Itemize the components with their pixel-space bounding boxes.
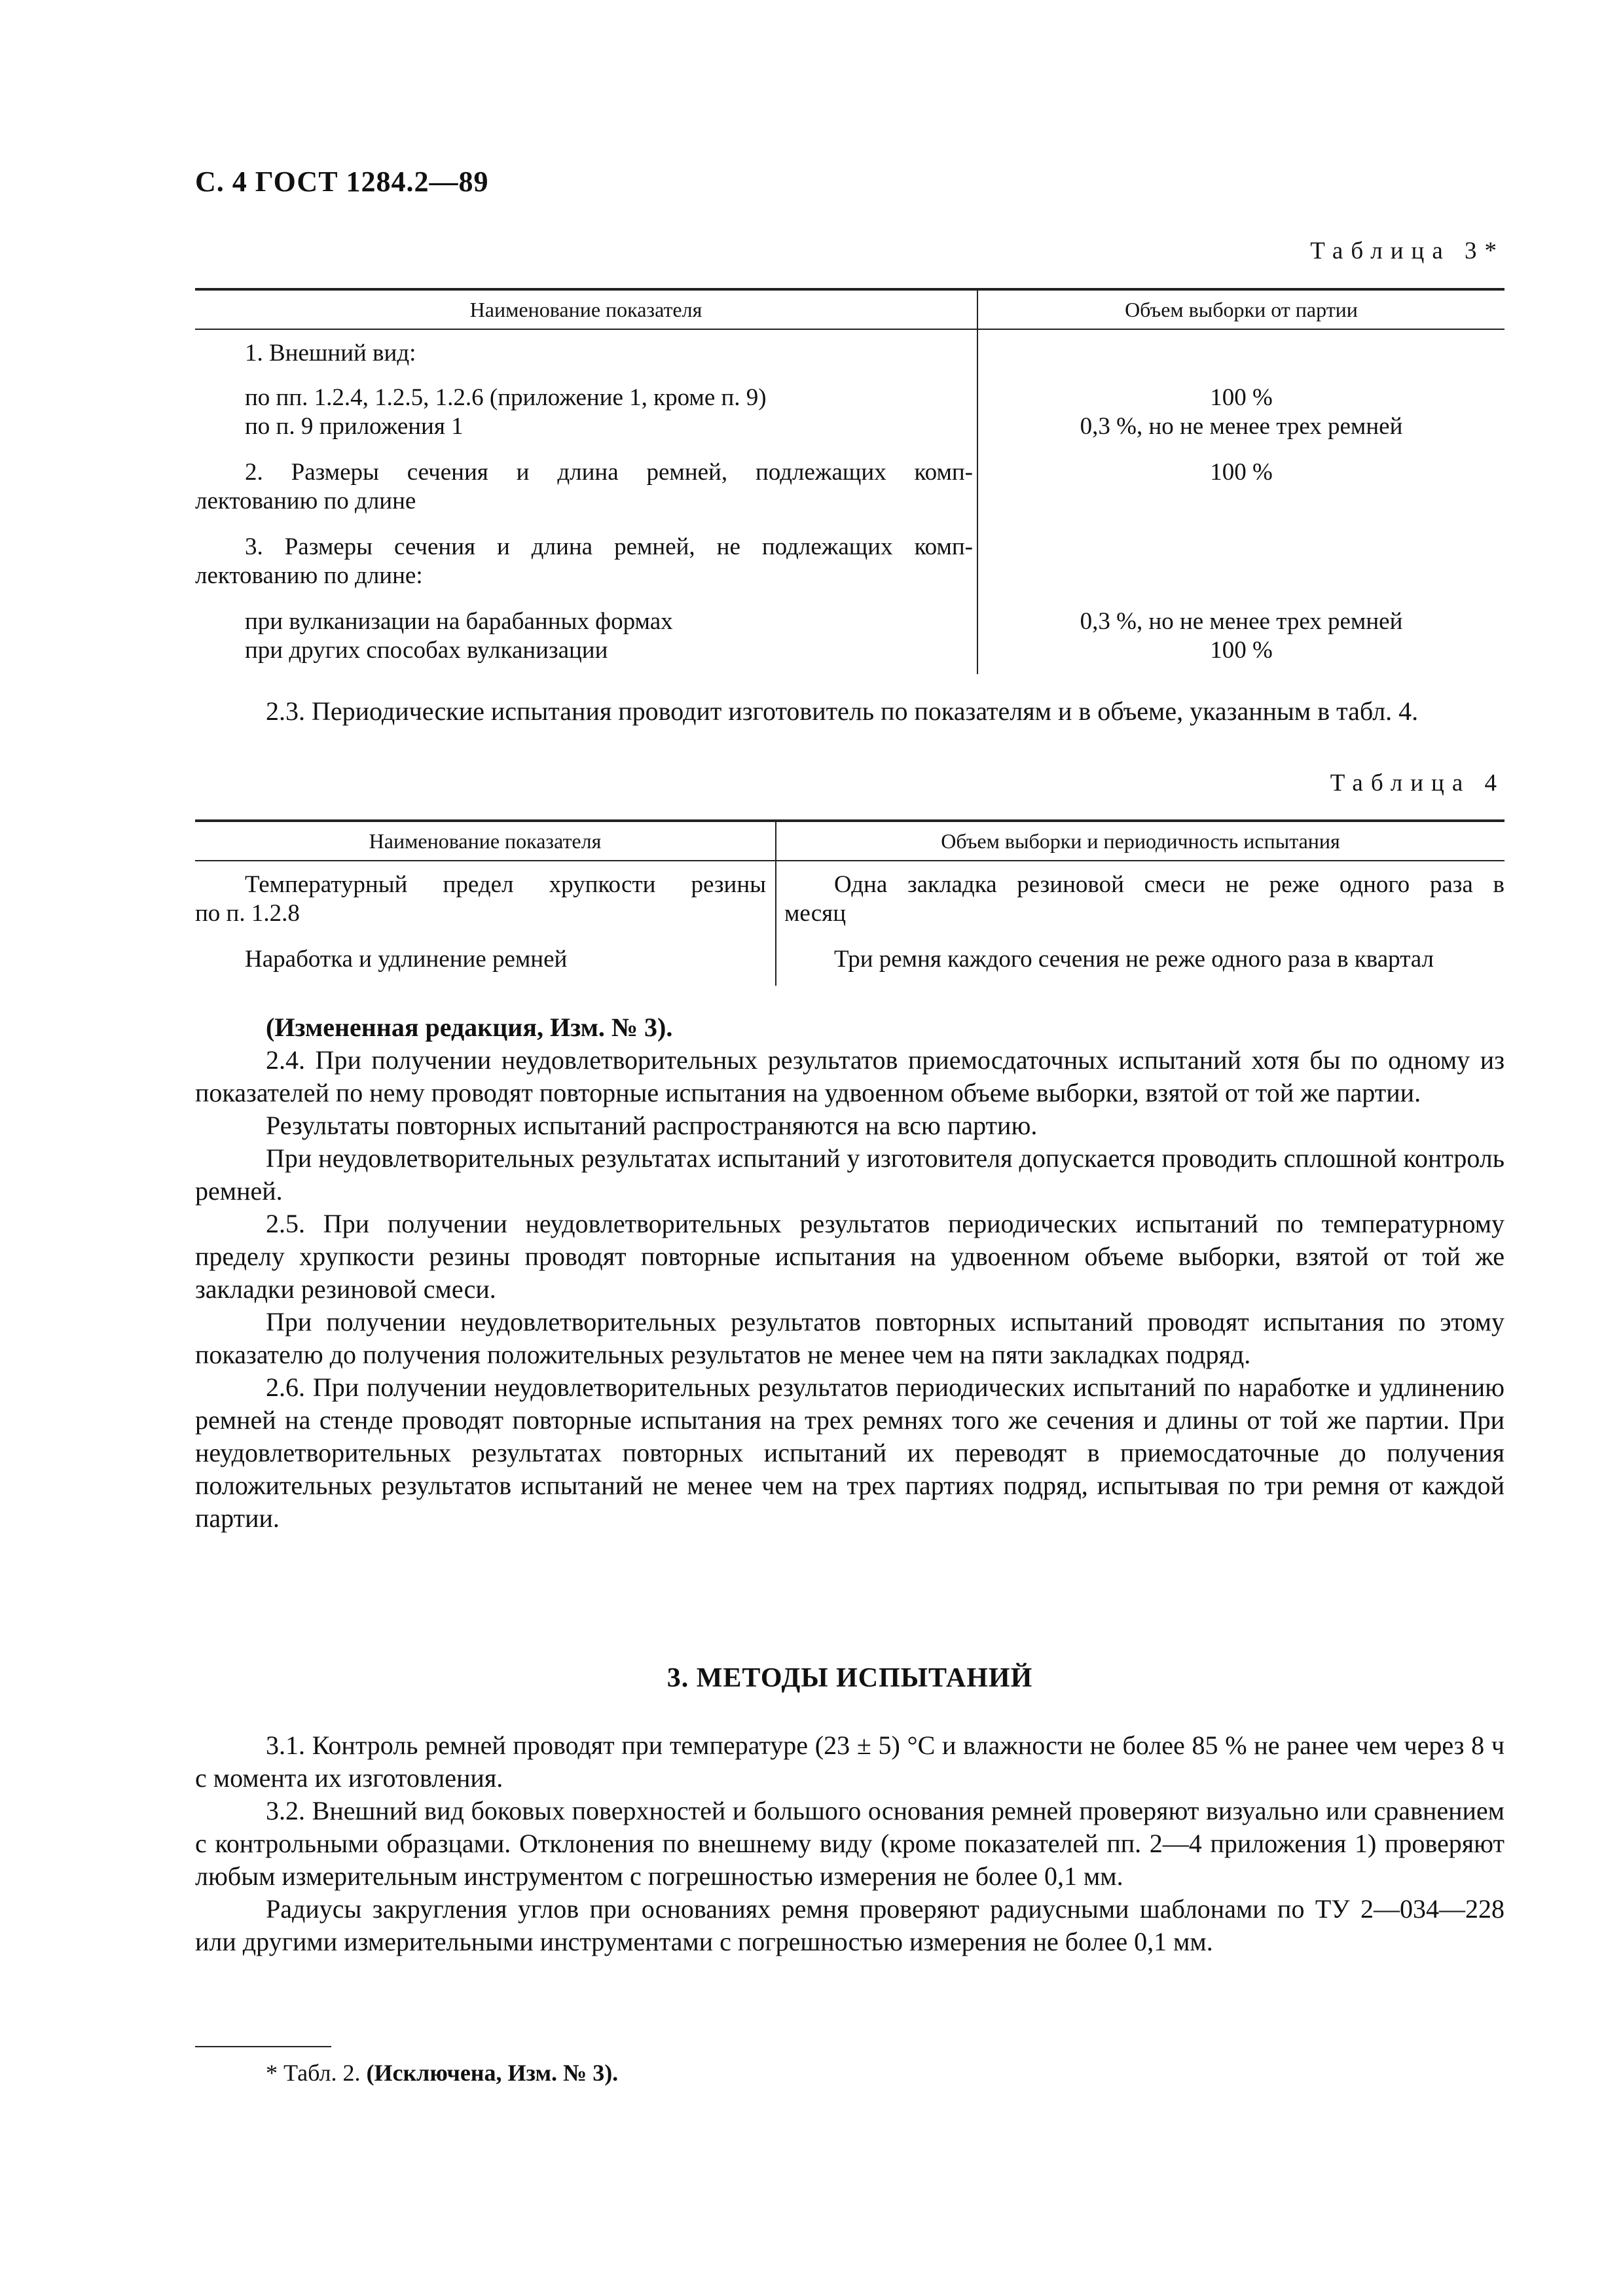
table3-row5-line2: при других способах вулканизации	[245, 637, 608, 664]
table3-header-volume: Объем выборки от партии	[977, 289, 1504, 329]
paragraph-2-4: 2.4. При получении неудовлетворительных результатов приемосдаточных испытаний хотя бы по одному из показателей по нему проводят повторные испытания на удвоенном объеме выборки, взятой от той же партии.	[195, 1045, 1504, 1107]
table3-row4-line2: лектованию по длине:	[195, 562, 423, 589]
table3-row4-line1: 3. Размеры сечения и длина ремней, не подлежащих комп-	[245, 533, 973, 560]
table3-row5-line1: при вулканизации на барабанных формах	[245, 608, 673, 635]
document-page	[195, 0, 1504, 2296]
paragraph-3-2: 3.2. Внешний вид боковых поверхностей и большого основания ремней проверяют визуально или сравнением с контрольными образцами. Отклонения по внешнему виду (кроме показателей пп. 2—4 приложения 1) проверяют любым измерительным инструментом с погрешностью измерения не более 0,1 мм.	[195, 1796, 1504, 1891]
table3-right-cell	[977, 329, 1504, 674]
table3-header-name: Наименование показателя	[195, 289, 977, 329]
table4-row1-value-line2: месяц	[784, 900, 846, 927]
table4	[195, 819, 1504, 986]
table3-row2-line1: по пп. 1.2.4, 1.2.5, 1.2.6 (приложение 1, кроме п. 9)	[245, 384, 767, 411]
paragraph-2-6: 2.6. При получении неудовлетворительных результатов периодических испытаний по наработке и удлинению ремней на стенде проводят повторные испытания на трех ремнях того же сечения и длины от той же партии. При неудовлетворительных результатах повторных испытаний их переводят в приемосдаточные до получения положительных результатов испытаний не менее чем на трех партиях подряд, испытывая по три ремня от каждой партии.	[195, 1372, 1504, 1533]
table3-row5-value2: 100 %	[1210, 637, 1273, 664]
table3-row2-line2: по п. 9 приложения 1	[245, 413, 464, 440]
paragraph-2-5b: При получении неудовлетворительных результатов повторных испытаний проводят испытания по этому показателю до получения положительных результатов не менее чем на пяти закладках подряд.	[195, 1307, 1504, 1369]
table3-caption: Таблица 3*	[1310, 238, 1504, 264]
section-2-text	[195, 1011, 1504, 1535]
footnote-prefix: * Табл. 2.	[266, 2060, 361, 2086]
table3-row5-value1: 0,3 %, но не менее трех ремней	[1080, 608, 1403, 635]
table4-row1-value-line1: Одна закладка резиновой смеси не реже одного раза в	[834, 871, 1504, 898]
paragraph-3-1: 3.1. Контроль ремней проводят при температуре (23 ± 5) °С и влажности не более 85 % не ранее чем через 8 ч с момента их изготовления.	[195, 1731, 1504, 1793]
table4-header-name: Наименование показателя	[195, 821, 776, 861]
footnote-bold: (Исключена, Изм. № 3).	[366, 2060, 619, 2086]
table4-row1-line2: по п. 1.2.8	[195, 900, 300, 927]
table3-row3-line1: 2. Размеры сечения и длина ремней, подлежащих комп-	[245, 459, 973, 486]
section-3-text	[195, 1729, 1504, 1958]
table4-row2-value: Три ремня каждого сечения не реже одного раза в квартал	[834, 946, 1434, 973]
table3-row2-value1: 100 %	[1210, 384, 1273, 411]
paragraph-2-4b: Результаты повторных испытаний распространяются на всю партию.	[266, 1111, 1038, 1140]
paragraph-2-3: 2.3. Периодические испытания проводит изготовитель по показателям и в объеме, указанным в табл. 4.	[266, 696, 1419, 726]
page-header: С. 4 ГОСТ 1284.2—89	[195, 166, 489, 198]
table3-left-cell	[195, 329, 977, 674]
paragraph-2-5: 2.5. При получении неудовлетворительных результатов периодических испытаний по температурному пределу хрупкости резины проводят повторные испытания на удвоенном объеме выборки, взятой от той же закладки резиновой смеси.	[195, 1209, 1504, 1304]
section-3-title: 3. МЕТОДЫ ИСПЫТАНИЙ	[666, 1663, 1033, 1693]
paragraph-2-3-block	[195, 695, 1504, 728]
table4-row2-text: Наработка и удлинение ремней	[245, 946, 568, 973]
table4-header-volume: Объем выборки и периодичность испытания	[776, 821, 1504, 861]
table3-row3-value: 100 %	[1210, 459, 1273, 486]
table4-left-cell	[195, 861, 776, 986]
footnote	[266, 2059, 618, 2087]
table4-row1-line1: Температурный предел хрупкости резины	[245, 871, 766, 898]
edit-note: (Измененная редакция, Изм. № 3).	[266, 1013, 673, 1042]
table4-caption: Таблица 4	[1330, 770, 1504, 797]
table3-row1-text: 1. Внешний вид:	[245, 340, 416, 367]
paragraph-3-2b: Радиусы закругления углов при основаниях ремня проверяют радиусными шаблонами по ТУ 2—034—228 или другими измерительными инструментами с погрешностью измерения не более 0,1 мм.	[195, 1894, 1504, 1956]
table3	[195, 288, 1504, 674]
footnote-rule	[195, 2046, 331, 2047]
table3-row3-line2: лектованию по длине	[195, 488, 416, 514]
paragraph-2-4c: При неудовлетворительных результатах испытаний у изготовителя допускается проводить сплошной контроль ремней.	[195, 1143, 1504, 1206]
table3-row2-value2: 0,3 %, но не менее трех ремней	[1080, 413, 1403, 440]
table4-right-cell	[776, 861, 1504, 986]
